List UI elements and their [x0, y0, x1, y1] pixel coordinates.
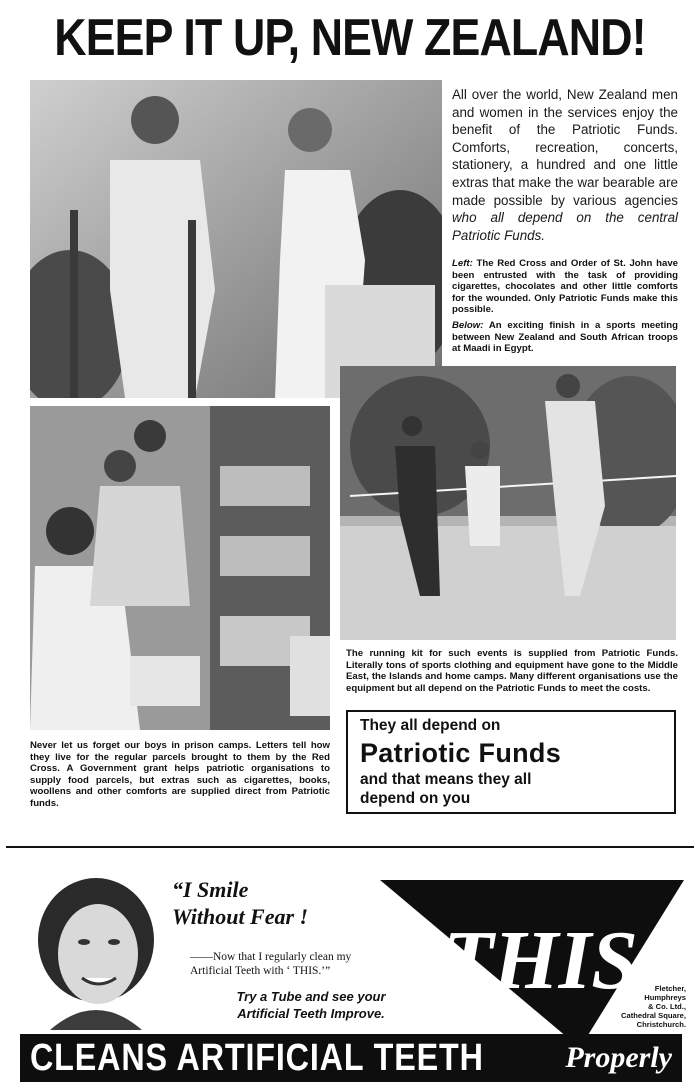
ad-try-line-2: Artificial Teeth Improve. — [237, 1006, 385, 1021]
ad-headline — [172, 876, 402, 930]
ad-banner-text: CLEANS ARTIFICIAL TEETH — [30, 1037, 484, 1079]
patriotic-funds-box — [346, 710, 676, 814]
this-logo-text: THIS — [441, 914, 639, 1007]
intro-text: All over the world, New Zealand men and women in the services enjoy the benefit of the Patriotic Funds. Comforts, recreation, concerts, stationery, a hundred and one little extras that make the war bearable are made possible by various agencies — [452, 87, 678, 208]
ad-credit-line: Humphreys — [644, 993, 686, 1002]
caption-left — [452, 258, 678, 316]
caption-left-label: Left: — [452, 258, 473, 269]
caption-below — [452, 320, 678, 355]
ad-body-line-2: Artificial Teeth with ‘ THIS.’” — [190, 965, 331, 977]
intro-paragraph — [452, 86, 678, 244]
caption-running-kit: The running kit for such events is supplied from Patriotic Funds. Literally tons of sports clothing and equipment have gone to the Middle East, the Islands and home camps. Many different organisations use the equipment but all depend on the Patriotic Funds to meet the costs. — [346, 648, 678, 694]
intro-emphasis: who all depend on the central Patriotic Funds. — [452, 210, 678, 243]
caption-below-text: An exciting finish in a sports meeting between New Zealand and South African troops at Maadi in Egypt. — [452, 320, 678, 355]
box-line-4: depend on you — [360, 790, 471, 807]
ad-credit-line: Cathedral Square, — [621, 1011, 686, 1020]
ad-credit-line: & Co. Ltd., — [648, 1002, 686, 1011]
caption-below-label: Below: — [452, 320, 484, 331]
ad-woman-portrait — [20, 870, 172, 1030]
box-line-1: They all depend on — [360, 717, 501, 734]
ad-credit-line: Fletcher, — [654, 984, 686, 993]
ad-try-line-1: Try a Tube and see your — [236, 989, 386, 1004]
ad-body-line-1: ——Now that I regularly clean my — [190, 951, 352, 963]
ad-banner — [20, 1034, 682, 1082]
photo-soldier-and-nurse — [30, 80, 442, 398]
caption-prison-camps: Never let us forget our boys in prison camps. Letters tell how they live for the regular parcels brought to them by the Red Cross. A Government grant helps patriotic organisations to supply food parcels, but extras such as cigarettes, books, woollens and other comforts are supplied direct from Patriotic funds. — [30, 740, 330, 809]
box-line-3: and that means they all — [360, 771, 532, 788]
photo-packing-parcels — [30, 406, 330, 730]
photo-race-finish — [340, 366, 676, 640]
box-line-2: Patriotic Funds — [360, 738, 562, 768]
headline: KEEP IT UP, NEW ZEALAND! — [54, 9, 646, 67]
caption-left-text: The Red Cross and Order of St. John have been entrusted with the task of providing cigarettes, chocolates and other little comforts for the wounded. Only Patriotic Funds make this possible. — [452, 258, 678, 316]
ad-smile-line-2: Without Fear ! — [172, 904, 309, 929]
ad-credit-line: Christchurch. — [636, 1020, 686, 1029]
ad-credit — [606, 984, 686, 1029]
ad-banner-script: Properly — [565, 1041, 672, 1074]
ad-smile-line-1: “I Smile — [172, 877, 249, 902]
section-divider — [6, 846, 694, 848]
